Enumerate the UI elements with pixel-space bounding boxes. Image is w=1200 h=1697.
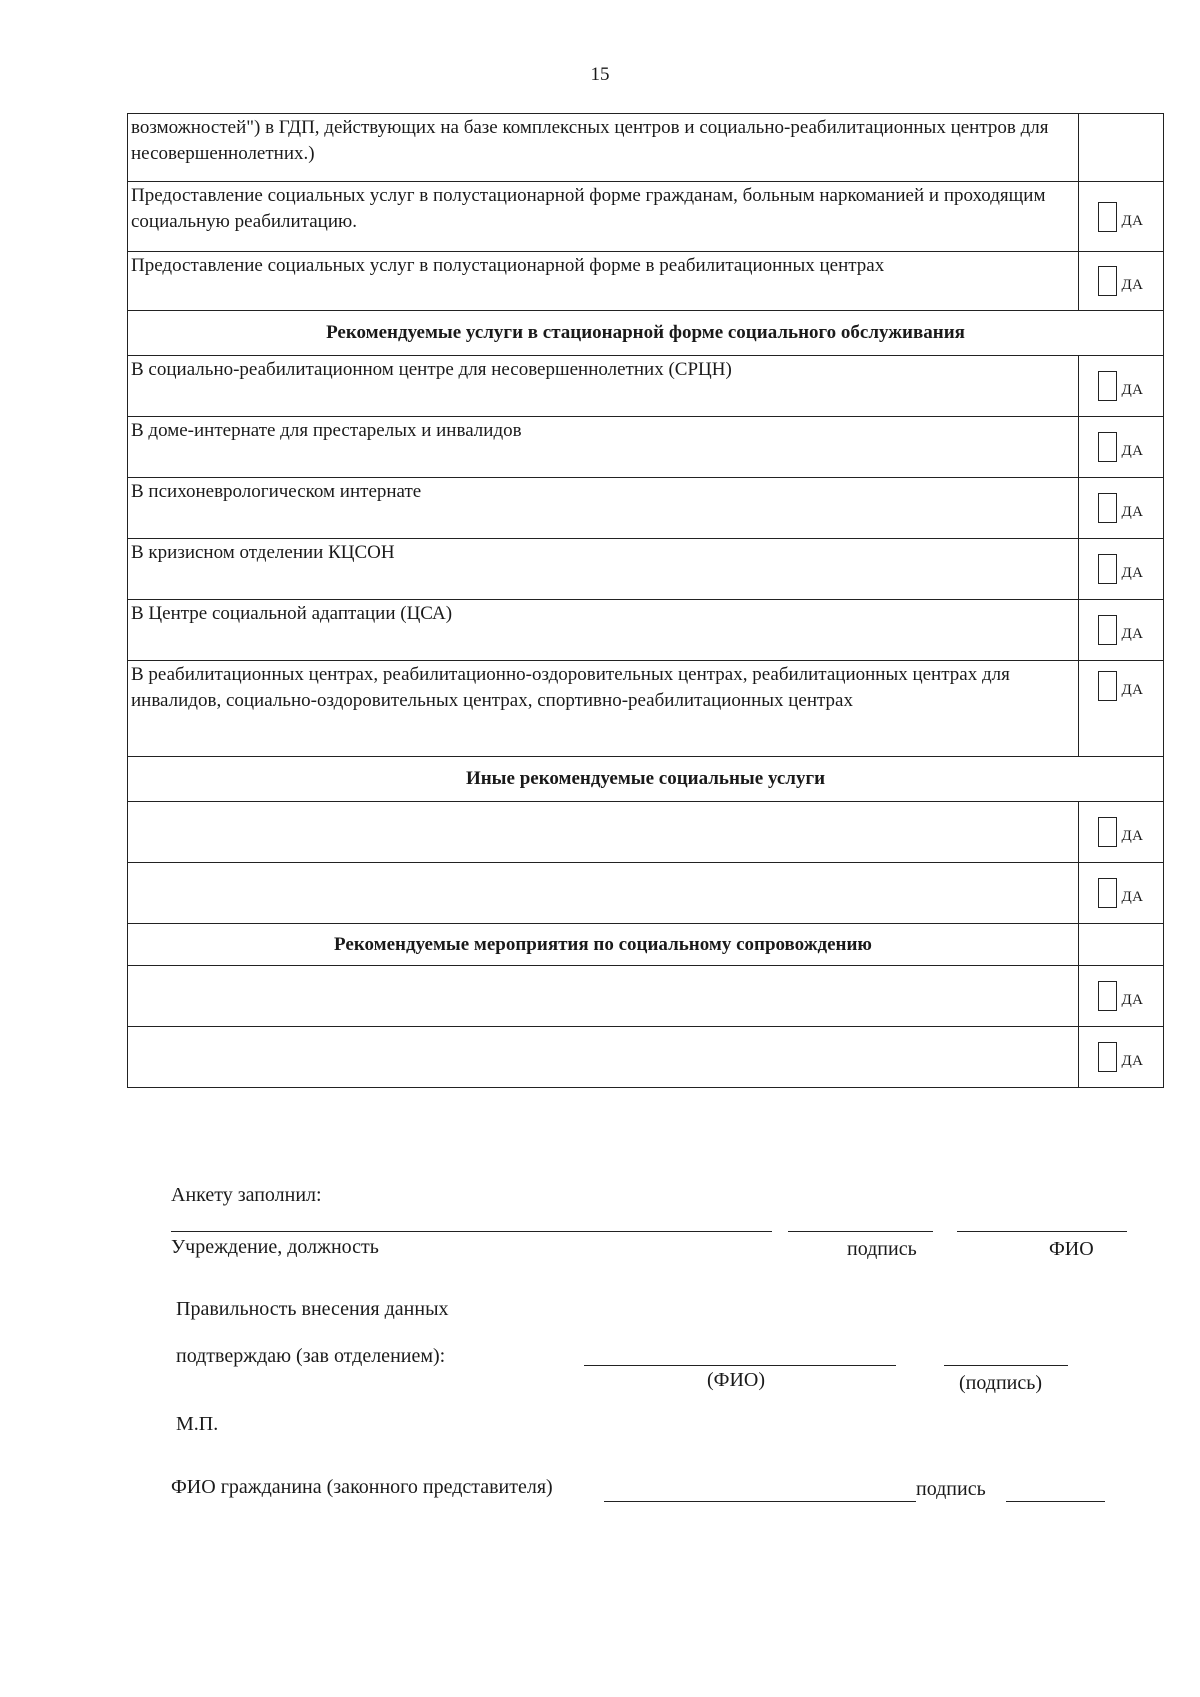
fio-paren-label: (ФИО) [707, 1369, 766, 1391]
correctness-line-1: Правильность внесения данных [176, 1298, 449, 1320]
yes-label: ДА [1121, 277, 1144, 293]
yes-label: ДА [1121, 565, 1144, 581]
page-number: 15 [590, 64, 610, 85]
service-text: В доме-интернате для престарелых и инвалидов [128, 417, 1079, 478]
correctness-line-2: подтверждаю (зав отделением): [176, 1345, 446, 1367]
yes-label: ДА [1121, 1053, 1144, 1069]
service-text: Предоставление социальных услуг в полустационарной форме в реабилитационных центрах [128, 252, 1079, 311]
signature-paren-label: (подпись) [959, 1372, 1043, 1394]
yes-label: ДА [1121, 992, 1144, 1008]
section-heading: Рекомендуемые мероприятия по социальному сопровождению [128, 924, 1079, 966]
section-heading: Рекомендуемые услуги в стационарной форме социального обслуживания [128, 311, 1164, 356]
citizen-fio-line[interactable] [604, 1501, 916, 1502]
yes-label: ДА [1121, 504, 1144, 520]
citizen-signature-label: подпись [916, 1478, 986, 1500]
section-heading: Иные рекомендуемые социальные услуги [128, 757, 1164, 802]
stamp-label: М.П. [176, 1413, 219, 1435]
institution-position-label: Учреждение, должность [171, 1236, 379, 1258]
service-text: В реабилитационных центрах, реабилитационно-оздоровительных центрах, реабилитационных центрах для инвалидов, социально-оздоровительных центрах, спортивно-реабилитационных центрах [128, 661, 1079, 757]
service-text: В психоневрологическом интернате [128, 478, 1079, 539]
service-text: В Центре социальной адаптации (ЦСА) [128, 600, 1079, 661]
yes-label: ДА [1121, 382, 1144, 398]
service-text: В социально-реабилитационном центре для несовершеннолетних (СРЦН) [128, 356, 1079, 417]
yes-label: ДА [1121, 682, 1144, 698]
head-fio-line[interactable] [584, 1365, 896, 1366]
yes-label: ДА [1121, 626, 1144, 642]
institution-line[interactable] [171, 1231, 772, 1232]
fio-label: ФИО [1049, 1238, 1094, 1260]
service-text: Предоставление социальных услуг в полустационарной форме гражданам, больным наркоманией и проходящим социальную реабилитацию. [128, 182, 1079, 252]
service-text: В кризисном отделении КЦСОН [128, 539, 1079, 600]
fio-line[interactable] [957, 1231, 1127, 1232]
head-signature-line[interactable] [944, 1365, 1068, 1366]
yes-label: ДА [1121, 212, 1144, 229]
signature-line[interactable] [788, 1231, 933, 1232]
service-text: возможностей") в ГДП, действующих на базе комплексных центров и социально-реабилитационных центров для несовершеннолетних.) [128, 114, 1079, 182]
yes-label: ДА [1121, 889, 1144, 905]
yes-label: ДА [1121, 443, 1144, 459]
yes-label: ДА [1121, 828, 1144, 844]
citizen-fio-label: ФИО гражданина (законного представителя) [171, 1476, 553, 1498]
filled-by-label: Анкету заполнил: [171, 1184, 322, 1206]
signature-label: подпись [847, 1238, 917, 1260]
citizen-signature-line[interactable] [1006, 1501, 1105, 1502]
